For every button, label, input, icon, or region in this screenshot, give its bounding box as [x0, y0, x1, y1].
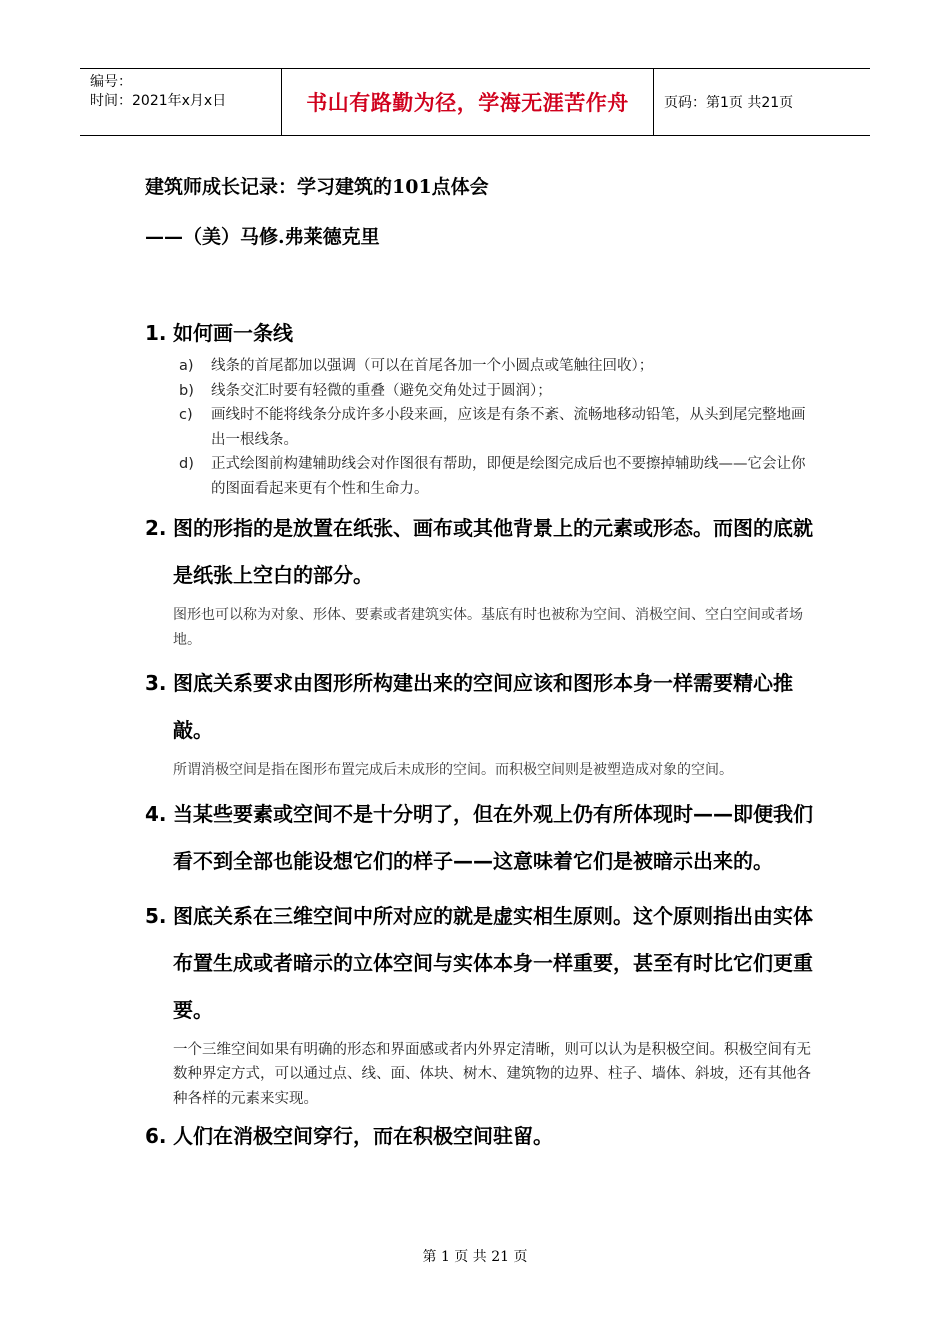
section-heading-text: 图底关系要求由图形所构建出来的空间应该和图形本身一样需要精心推敲。 — [173, 671, 793, 742]
section-number: 6. — [145, 1124, 167, 1148]
section-list — [145, 354, 815, 501]
section-number: 2. — [145, 516, 167, 540]
section-2 — [145, 505, 815, 652]
list-item-text: 正式绘图前构建辅助线会对作图很有帮助，即便是绘图完成后也不要擦掉辅助线——它会让你的图面看起来更有个性和生命力。 — [211, 456, 806, 497]
section-number: 5. — [145, 903, 167, 928]
section-number: 1. — [145, 321, 167, 345]
list-item-text: 线条的首尾都加以强调（可以在首尾各加一个小圆点或笔触往回收）； — [211, 358, 654, 374]
section-heading-text: 人们在消极空间穿行，而在积极空间驻留。 — [173, 1124, 553, 1148]
list-item-text: 画线时不能将线条分成许多小段来画，应该是有条不紊、流畅地移动铅笔，从头到尾完整地画出一根线条。 — [211, 407, 806, 448]
section-heading-text: 图的形指的是放置在纸张、画布或其他背景上的元素或形态。而图的底就是纸张上空白的部分。 — [173, 516, 813, 587]
section-heading — [145, 316, 815, 350]
section-number: 4. — [145, 801, 167, 826]
page-header — [80, 68, 870, 136]
header-meta — [80, 69, 282, 135]
section-heading — [145, 791, 815, 885]
document-author: ——（美）马修.弗莱德克里 — [145, 226, 380, 248]
section-paragraph: 所谓消极空间是指在图形布置完成后未成形的空间。而积极空间则是被塑造成对象的空间。 — [173, 762, 733, 778]
list-item — [145, 379, 815, 404]
time-label: 时间：2021年x月x日 — [90, 93, 227, 109]
section-heading — [145, 505, 815, 599]
list-marker: a) — [179, 358, 194, 374]
list-marker: d) — [179, 456, 194, 472]
section-heading — [145, 660, 815, 754]
list-item-text: 线条交汇时要有轻微的重叠（避免交角处过于圆润）； — [211, 382, 552, 399]
section-paragraph: 一个三维空间如果有明确的形态和界面感或者内外界定清晰，则可以认为是积极空间。积极空间有无数种界定方式，可以通过点、线、面、体块、树木、建筑物的边界、柱子、墙体、斜坡，还有其他各种各样的元素来实现。 — [173, 1041, 811, 1107]
list-marker: c) — [179, 407, 193, 423]
section-3 — [145, 660, 815, 783]
section-heading-text: 图底关系在三维空间中所对应的就是虚实相生原则。这个原则指出由实体布置生成或者暗示的立体空间与实体本身一样重要，甚至有时比它们更重要。 — [173, 903, 813, 1022]
section-number: 3. — [145, 671, 167, 695]
section-heading — [145, 1119, 815, 1153]
list-item — [145, 403, 815, 452]
list-marker: b) — [179, 382, 194, 399]
section-heading-text: 如何画一条线 — [173, 321, 293, 345]
section-heading — [145, 893, 815, 1034]
header-page-label: 页码：第1页 共21页 — [664, 95, 794, 111]
number-label: 编号： — [90, 74, 132, 90]
section-4 — [145, 791, 815, 885]
header-motto: 书山有路勤为径，学海无涯苦作舟 — [282, 69, 654, 135]
section-1 — [145, 316, 815, 501]
section-6 — [145, 1119, 815, 1153]
page-footer: 第 1 页 共 21 页 — [422, 1249, 528, 1265]
list-item — [145, 354, 815, 379]
section-paragraph: 图形也可以称为对象、形体、要素或者建筑实体。基底有时也被称为空间、消极空间、空白空间或者场地。 — [173, 607, 803, 648]
document-title: 建筑师成长记录：学习建筑的101点体会 — [145, 176, 489, 198]
list-item — [145, 452, 815, 501]
section-heading-text: 当某些要素或空间不是十分明了，但在外观上仍有所体现时——即便我们看不到全部也能设想它们的样子——这意味着它们是被暗示出来的。 — [173, 801, 813, 873]
document-body — [145, 316, 815, 1153]
section-5 — [145, 893, 815, 1112]
